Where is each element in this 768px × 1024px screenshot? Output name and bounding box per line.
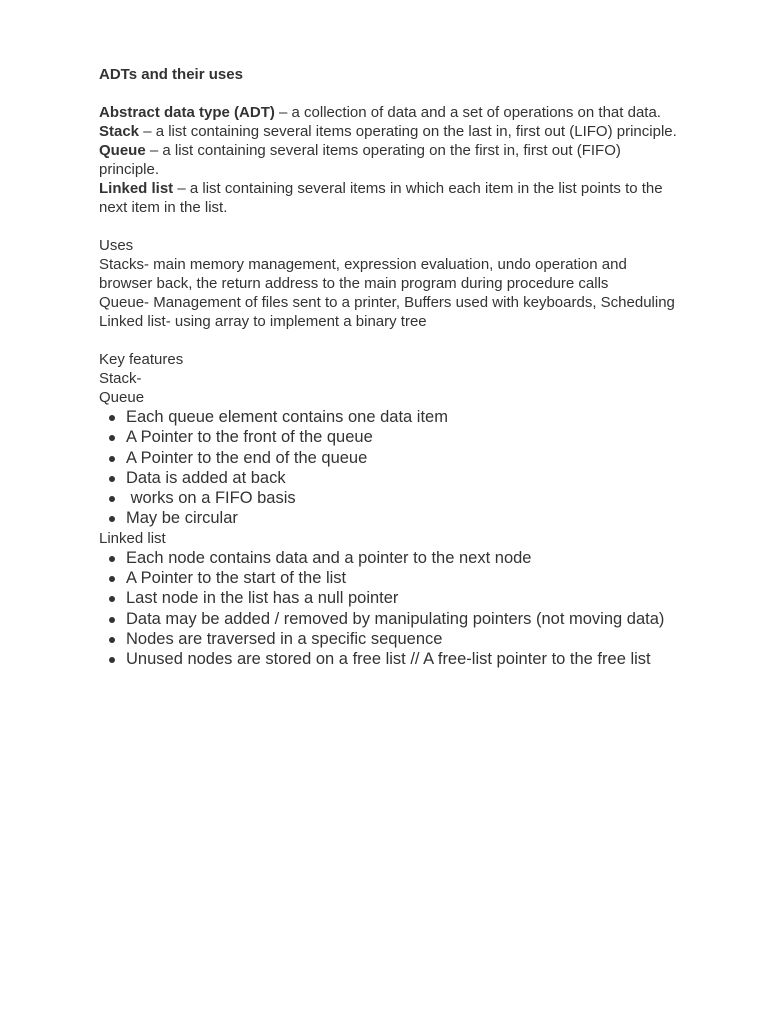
definition-term: Abstract data type (ADT) <box>99 104 275 121</box>
spacer <box>99 84 679 103</box>
stack-label: Stack- <box>99 370 142 387</box>
list-item-text: Each node contains data and a pointer to the next node <box>126 548 532 567</box>
list-item-text: A Pointer to the end of the queue <box>126 448 368 467</box>
bullet-icon <box>109 476 115 482</box>
list-item-text: A Pointer to the start of the list <box>126 569 347 588</box>
bullet-icon <box>109 657 115 663</box>
definition-linked-list <box>99 179 679 217</box>
list-item-text: May be circular <box>126 509 238 528</box>
list-item <box>99 468 679 488</box>
queue-label: Queue <box>99 389 145 406</box>
definition-text: – a list containing several items operating on the first in, first out (FIFO) principle. <box>99 142 621 178</box>
document-title: ADTs and their uses <box>99 66 243 83</box>
queue-features-list <box>99 407 679 529</box>
list-item <box>99 448 679 468</box>
document-page <box>99 65 679 670</box>
definition-stack <box>99 122 679 141</box>
list-item <box>99 568 679 588</box>
bullet-icon <box>109 596 115 602</box>
uses-linked-list: Linked list- using array to implement a binary tree <box>99 313 427 330</box>
definition-text: – a collection of data and a set of operations on that data. <box>274 104 661 121</box>
list-item-text: Last node in the list has a null pointer <box>126 589 399 608</box>
bullet-icon <box>109 435 115 441</box>
list-item-text: Data may be added / removed by manipulating pointers (not moving data) <box>126 609 665 628</box>
list-item <box>99 609 679 629</box>
list-item-text: Each queue element contains one data item <box>126 408 448 426</box>
list-item <box>99 427 679 447</box>
list-item <box>99 407 679 427</box>
uses-queue: Queue- Management of files sent to a printer, Buffers used with keyboards, Scheduling <box>99 294 675 311</box>
bullet-icon <box>109 496 115 502</box>
list-item <box>99 508 679 528</box>
linked-list-label: Linked list <box>99 529 166 547</box>
spacer <box>99 217 679 236</box>
list-item <box>99 588 679 608</box>
definition-term: Stack <box>99 123 140 140</box>
bullet-icon <box>109 556 115 562</box>
bullet-icon <box>109 415 115 421</box>
list-item-text: works on a FIFO basis <box>126 489 296 508</box>
spacer <box>99 331 679 350</box>
bullet-icon <box>109 637 115 643</box>
bullet-icon <box>109 617 115 623</box>
list-item-text: A Pointer to the front of the queue <box>126 428 373 447</box>
list-item-text: Unused nodes are stored on a free list // A free-list pointer to the free list <box>126 650 651 669</box>
list-item-text: Data is added at back <box>126 468 286 487</box>
list-item-text: Nodes are traversed in a specific sequence <box>126 629 443 648</box>
definition-adt <box>99 103 679 122</box>
definition-text: – a list containing several items in which each item in the list points to the next item in the list. <box>99 180 663 216</box>
uses-stacks: Stacks- main memory management, expression evaluation, undo operation and browser back, the return address to the main program during procedure calls <box>99 256 627 292</box>
bullet-icon <box>109 516 115 522</box>
list-item <box>99 548 679 568</box>
key-features-heading: Key features <box>99 351 184 368</box>
list-item <box>99 488 679 508</box>
definition-term: Linked list <box>99 180 174 197</box>
definition-queue <box>99 141 679 179</box>
definition-text: – a list containing several items operating on the last in, first out (LIFO) principle. <box>139 123 677 140</box>
definition-term: Queue <box>99 142 146 159</box>
bullet-icon <box>109 576 115 582</box>
linked-list-features-list <box>99 548 679 670</box>
bullet-icon <box>109 456 115 462</box>
list-item <box>99 649 679 669</box>
list-item <box>99 629 679 649</box>
uses-heading: Uses <box>99 237 134 254</box>
